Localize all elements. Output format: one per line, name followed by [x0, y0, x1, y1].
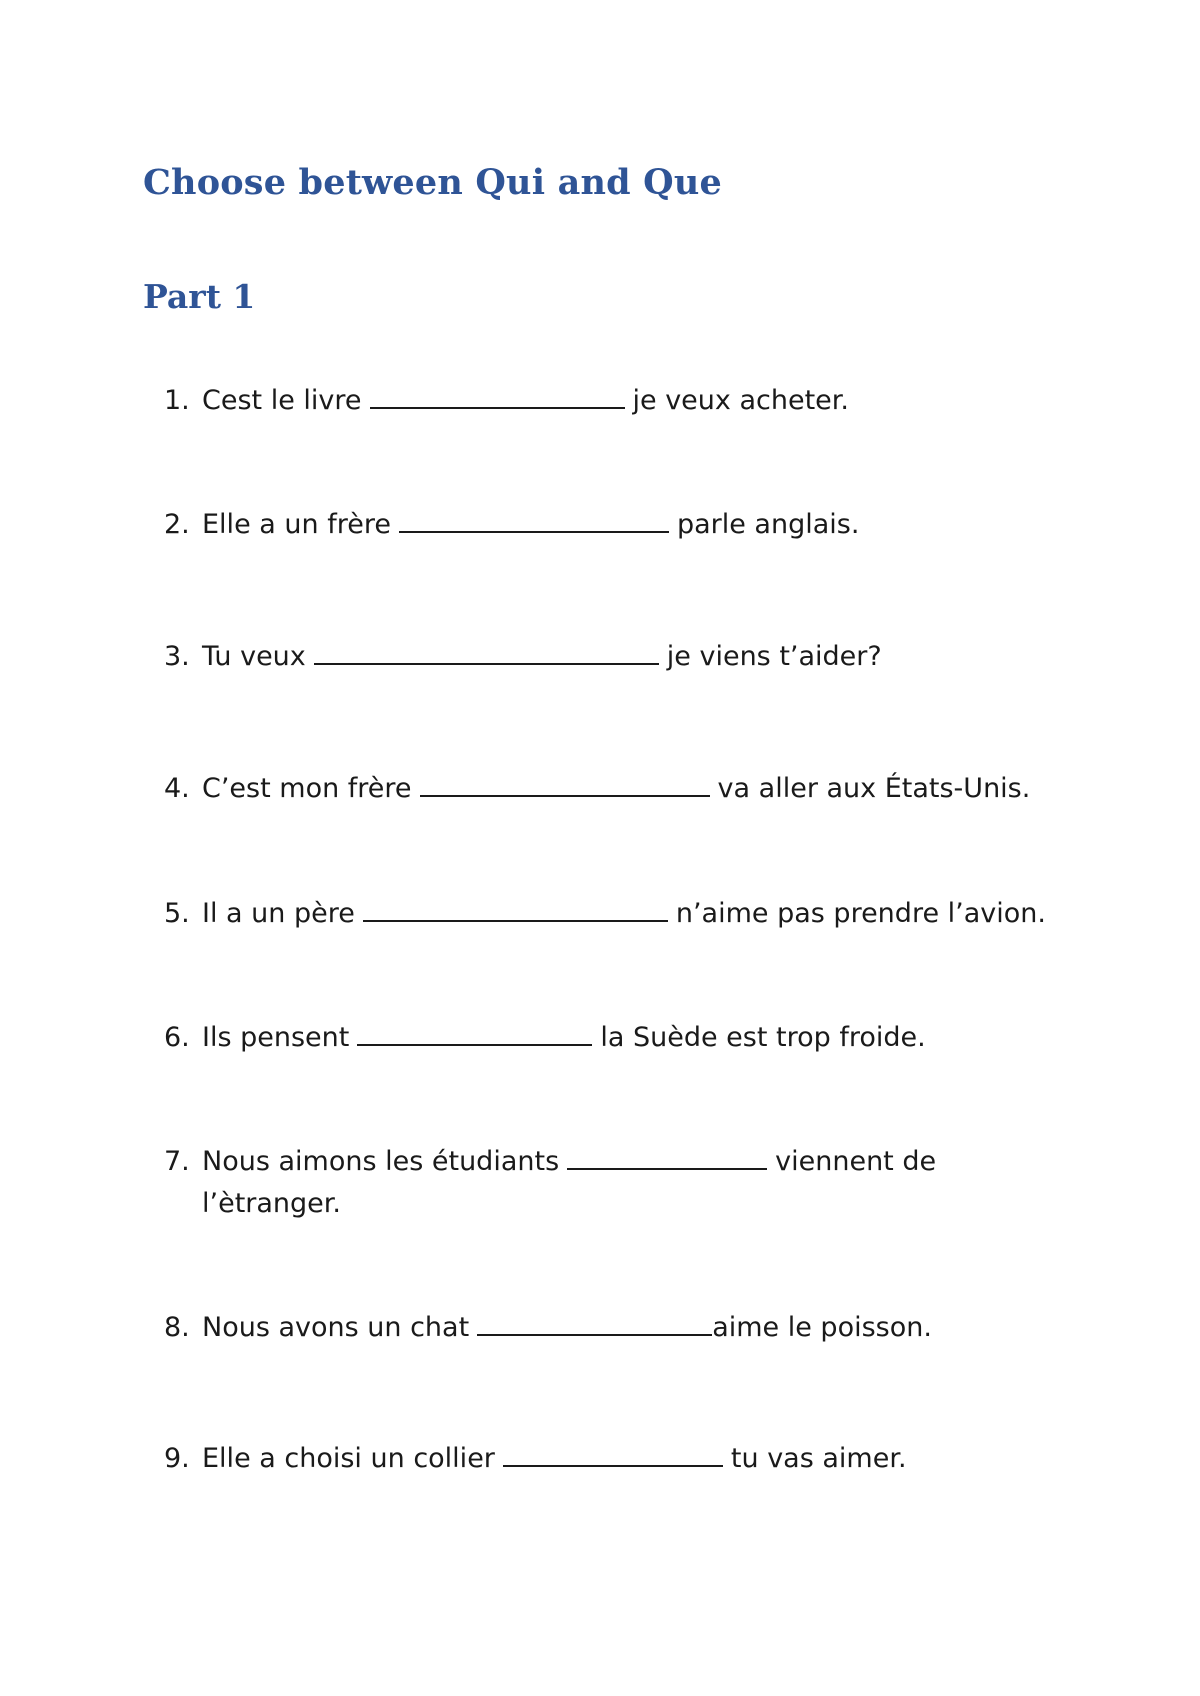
answer-blank[interactable]	[399, 505, 669, 533]
item-text-after: parle anglais.	[676, 509, 860, 540]
item-7-continuation: l’ètranger.	[202, 1188, 341, 1219]
answer-blank[interactable]	[363, 894, 668, 922]
item-text-before: Il a un père	[202, 898, 355, 929]
item-text-after: n’aime pas prendre l’avion.	[675, 898, 1046, 929]
item-number: 8.	[164, 1312, 190, 1343]
item-text-after: la Suède est trop froide.	[600, 1022, 926, 1053]
item-text-after: viennent de	[775, 1146, 937, 1177]
exercise-item-4	[164, 768, 1030, 810]
item-text-before: Ils pensent	[202, 1022, 350, 1053]
answer-blank[interactable]	[477, 1308, 712, 1336]
item-text-before: Cest le livre	[202, 385, 362, 416]
item-text-before: Elle a un frère	[202, 509, 391, 540]
answer-blank[interactable]	[567, 1142, 767, 1170]
item-number: 1.	[164, 385, 190, 416]
item-number: 4.	[164, 773, 190, 804]
exercise-item-9	[164, 1438, 907, 1480]
item-number: 6.	[164, 1022, 190, 1053]
worksheet-title: Choose between Qui and Que	[143, 162, 722, 203]
item-text-after: va aller aux États-Unis.	[717, 773, 1031, 804]
answer-blank[interactable]	[314, 637, 659, 665]
item-text-after: je viens t’aider?	[666, 641, 882, 672]
item-text-before: Nous aimons les étudiants	[202, 1146, 560, 1177]
answer-blank[interactable]	[357, 1018, 592, 1046]
item-text-after: tu vas aimer.	[730, 1443, 907, 1474]
item-text-before: Elle a choisi un collier	[202, 1443, 495, 1474]
exercise-item-7	[164, 1141, 936, 1183]
item-text-before: Tu veux	[202, 641, 306, 672]
exercise-item-3	[164, 636, 882, 678]
answer-blank[interactable]	[420, 769, 710, 797]
answer-blank[interactable]	[370, 381, 625, 409]
item-text-after: je veux acheter.	[632, 385, 849, 416]
item-number: 7.	[164, 1146, 190, 1177]
part-heading: Part 1	[143, 277, 256, 316]
exercise-item-5	[164, 893, 1046, 935]
exercise-item-1	[164, 380, 849, 422]
item-text-before: Nous avons un chat	[202, 1312, 470, 1343]
item-text-after: aime le poisson.	[712, 1312, 932, 1343]
item-number: 9.	[164, 1443, 190, 1474]
item-text-before: C’est mon frère	[202, 773, 412, 804]
item-number: 2.	[164, 509, 190, 540]
answer-blank[interactable]	[503, 1439, 723, 1467]
exercise-item-6	[164, 1017, 926, 1059]
exercise-item-8	[164, 1307, 932, 1349]
item-number: 5.	[164, 898, 190, 929]
item-number: 3.	[164, 641, 190, 672]
exercise-item-2	[164, 504, 859, 546]
